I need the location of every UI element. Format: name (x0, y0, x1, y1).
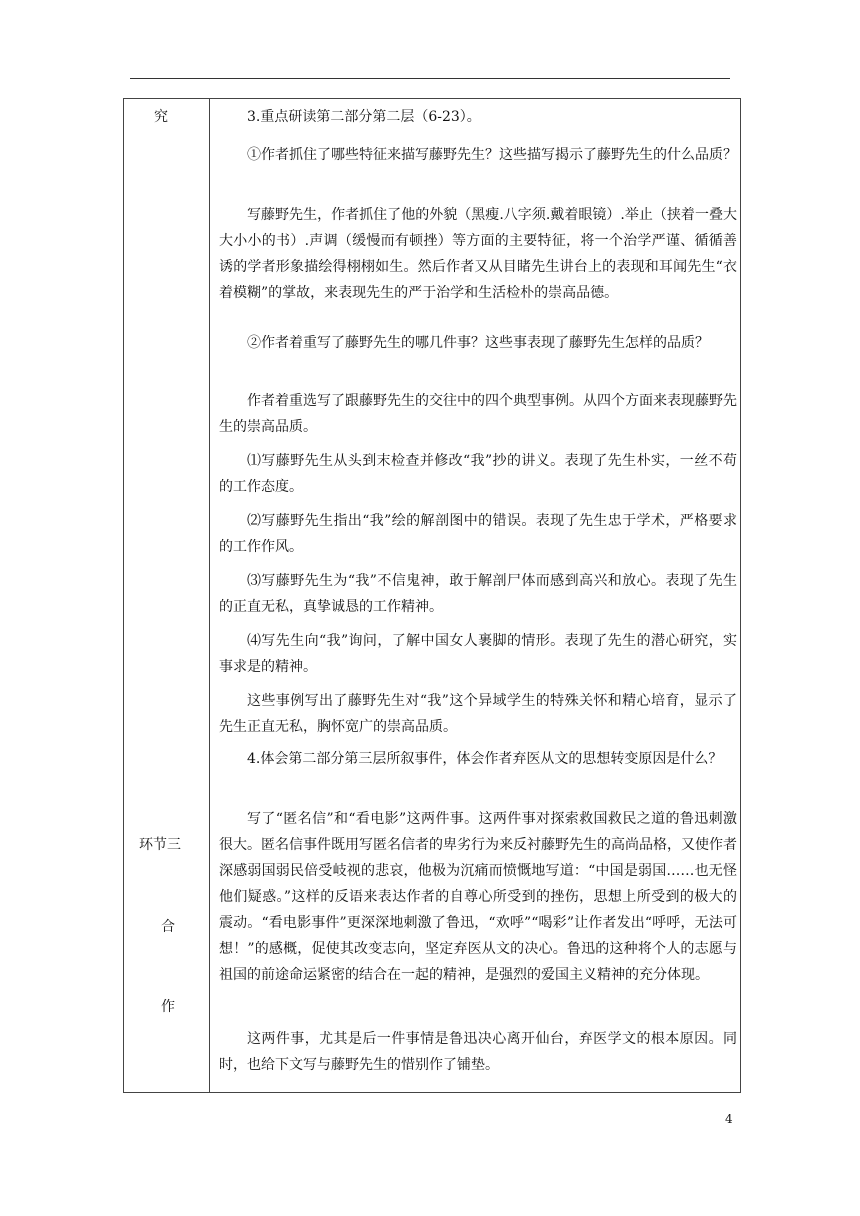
left-column-label-he: 合 (161, 919, 175, 935)
question-1-text: ①作者抓住了哪些特征来描写藤野先生？这些描写揭示了藤野先生的什么品质？ (247, 147, 737, 163)
answer-4-text: 写了“匿名信”和“看电影”这两件事。这两件事对探索救国救民之道的鲁迅刺激很大。匿名信事件既用写匿名信者的卑劣行为来反衬藤野先生的高尚品格，又使作者深感弱国弱民倍受岐视的悲哀，他极为沉痛而愤慨地写道：“中国是弱国……也无怪他们疑惑。”这样的反语来表达作者的自尊心所受到的挫伤，思想上所受到的极大的震动。“看电影事件”更深深地刺激了鲁迅，“欢呼”“喝彩”让作者发出“呼呼，无法可想！”的感概，促使其改变志向，坚定弃医从文的决心。鲁迅的这种将个人的志愿与祖国的前途命运紧密的结合在一起的精神，是强烈的爱国主义精神的充分体现。 (219, 811, 737, 983)
page-number: 4 (725, 1112, 733, 1126)
answer-1-text: 写藤野先生，作者抓住了他的外貌（黑瘦.八字须.戴着眼镜）.举止（挟着一叠大大小小的书）.声调（缓慢而有顿挫）等方面的主要特征，将一个治学严谨、循循善诱的学者形象描绘得栩栩如生。然后作者又从目睹先生讲台上的表现和耳闻先生“衣着模糊”的掌故，来表现先生的严于治学和生活检朴的崇高品德。 (219, 207, 737, 301)
column-divider (209, 99, 210, 1092)
answer-4-conclusion: 这两件事，尤其是后一件事情是鲁迅决心离开仙台，弃医学文的根本原因。同时，也给下文写与藤野先生的惜别作了铺垫。 (219, 1031, 737, 1073)
example-1-text: ⑴写藤野先生从头到末检查并修改“我”抄的讲义。表现了先生朴实，一丝不苟的工作态度。 (219, 453, 737, 495)
examples-summary-text: 这些事例写出了藤野先生对“我”这个异域学生的特殊关怀和精心培育，显示了先生正直无私，胸怀宽广的崇高品质。 (219, 693, 737, 735)
left-column-label-section-three: 环节三 (139, 837, 181, 853)
left-column-label-zuo: 作 (161, 999, 175, 1015)
question-3-heading: 3.重点研读第二部分第二层（6-23）。 (247, 109, 481, 125)
question-4-heading: 4.体会第二部分第三层所叙事件，体会作者弃医从文的思想转变原因是什么？ (247, 751, 723, 767)
example-3-text: ⑶写藤野先生为“我”不信鬼神，敢于解剖尸体而感到高兴和放心。表现了先生的正直无私，真挚诚恳的工作精神。 (219, 573, 737, 615)
example-2-text: ⑵写藤野先生指出“我”绘的解剖图中的错误。表现了先生忠于学术，严格要求的工作作风。 (219, 513, 737, 555)
answer-2-intro: 作者着重选写了跟藤野先生的交往中的四个典型事例。从四个方面来表现藤野先生的崇高品质。 (219, 393, 737, 435)
content-column (219, 99, 737, 1092)
example-4-text: ⑷写先生向“我”询问，了解中国女人裹脚的情形。表现了先生的潜心研究，实事求是的精神。 (219, 633, 737, 675)
lesson-table (123, 98, 741, 1093)
question-2-text: ②作者着重写了藤野先生的哪几件事？这些事表现了藤野先生怎样的品质？ (247, 335, 709, 351)
left-column-label-jiu: 究 (154, 109, 168, 125)
header-rule (130, 78, 730, 79)
